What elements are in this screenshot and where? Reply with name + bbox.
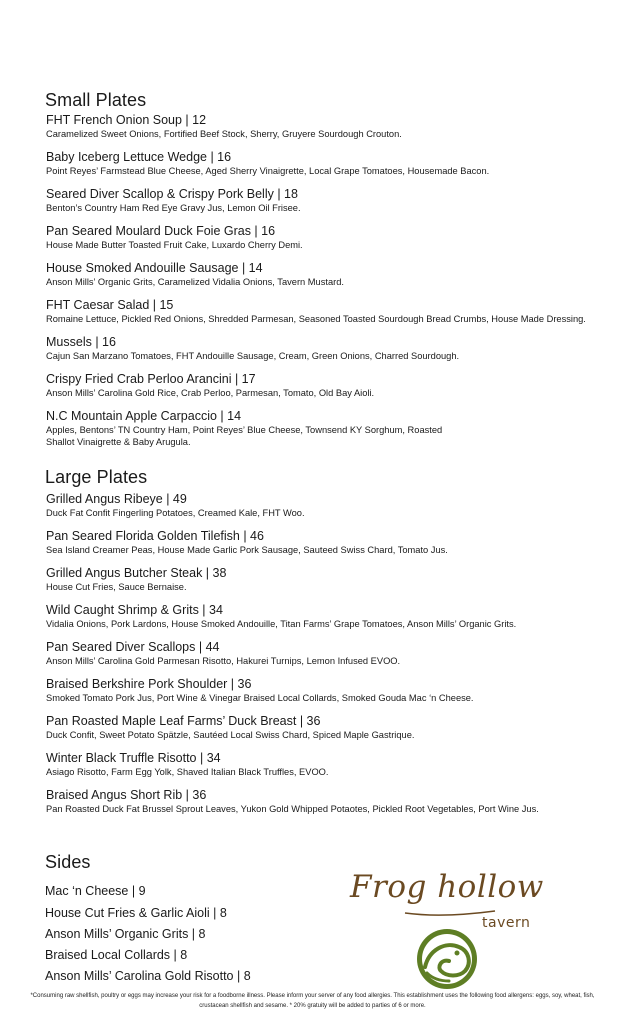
menu-item — [46, 112, 591, 140]
item-name: Winter Black Truffle Risotto | 34 — [46, 751, 221, 765]
item-name: Pan Seared Diver Scallops | 44 — [46, 640, 220, 654]
item-name: Baby Iceberg Lettuce Wedge | 16 — [46, 150, 232, 164]
item-description: Duck Fat Confit Fingerling Potatoes, Creamed Kale, FHT Woo. — [46, 508, 305, 518]
item-name: House Smoked Andouille Sausage | 14 — [46, 261, 263, 275]
menu-item — [46, 408, 446, 448]
item-name: Pan Seared Moulard Duck Foie Gras | 16 — [46, 224, 276, 238]
side-item: Braised Local Collards | 8 — [45, 948, 188, 962]
frog-emblem-icon — [345, 855, 545, 1005]
side-item: Anson Mills’ Carolina Gold Risotto | 8 — [45, 969, 251, 983]
side-item: House Cut Fries & Garlic Aioli | 8 — [45, 906, 227, 920]
menu-item — [46, 713, 591, 741]
item-description: Cajun San Marzano Tomatoes, FHT Andouille Sausage, Cream, Green Onions, Charred Sourdough. — [46, 351, 460, 361]
menu-item — [46, 787, 591, 815]
menu-item — [46, 528, 591, 556]
item-name: FHT French Onion Soup | 12 — [46, 113, 207, 127]
item-name: Braised Berkshire Pork Shoulder | 36 — [46, 677, 252, 691]
item-description: House Cut Fries, Sauce Bernaise. — [46, 582, 187, 592]
item-description: House Made Butter Toasted Fruit Cake, Luxardo Cherry Demi. — [46, 240, 303, 250]
item-name: Wild Caught Shrimp & Grits | 34 — [46, 603, 223, 617]
logo-subtitle: tavern — [482, 915, 531, 931]
item-description: Asiago Risotto, Farm Egg Yolk, Shaved Italian Black Truffles, EVOO. — [46, 767, 329, 777]
menu-item — [46, 260, 591, 288]
item-description: Benton’s Country Ham Red Eye Gravy Jus, Lemon Oil Frisee. — [46, 203, 301, 213]
menu-item — [46, 750, 591, 778]
item-name: Pan Seared Florida Golden Tilefish | 46 — [46, 529, 264, 543]
frog-hollow-logo — [345, 855, 545, 1005]
large-plates-list — [46, 491, 591, 815]
item-description: Pan Roasted Duck Fat Brussel Sprout Leaves, Yukon Gold Whipped Potaotes, Pickled Root Vegetables, Port Wine Jus. — [46, 804, 539, 814]
item-name: Crispy Fried Crab Perloo Arancini | 17 — [46, 372, 256, 386]
item-description: Duck Confit, Sweet Potato Spätzle, Sautéed Local Swiss Chard, Spiced Maple Gastrique. — [46, 730, 415, 740]
item-name: FHT Caesar Salad | 15 — [46, 298, 174, 312]
item-name: Pan Roasted Maple Leaf Farms’ Duck Breast | 36 — [46, 714, 321, 728]
item-name: Seared Diver Scallop & Crispy Pork Belly | 18 — [46, 187, 298, 201]
menu-item — [46, 334, 591, 362]
item-name: Grilled Angus Butcher Steak | 38 — [46, 566, 227, 580]
item-description: Vidalia Onions, Pork Lardons, House Smoked Andouille, Titan Farms’ Grape Tomatoes, Anson Mills’ Organic Grits. — [46, 619, 517, 629]
item-description: Caramelized Sweet Onions, Fortified Beef Stock, Sherry, Gruyere Sourdough Crouton. — [46, 129, 402, 139]
item-description: Sea Island Creamer Peas, House Made Garlic Pork Sausage, Sauteed Swiss Chard, Tomato Jus. — [46, 545, 448, 555]
item-description: Romaine Lettuce, Pickled Red Onions, Shredded Parmesan, Seasoned Toasted Sourdough Bread Crumbs, House Made Dressing. — [46, 314, 586, 324]
item-name: Grilled Angus Ribeye | 49 — [46, 492, 187, 506]
menu-item — [46, 149, 591, 177]
logo-name: Frog hollow — [350, 869, 544, 905]
item-name: Mussels | 16 — [46, 335, 116, 349]
item-name: Braised Angus Short Rib | 36 — [46, 788, 207, 802]
side-item: Anson Mills’ Organic Grits | 8 — [45, 927, 206, 941]
large-plates-heading: Large Plates — [45, 467, 148, 487]
small-plates-list — [46, 112, 591, 448]
item-description: Anson Mills’ Carolina Gold Rice, Crab Perloo, Parmesan, Tomato, Old Bay Aioli. — [46, 388, 375, 398]
item-description: Smoked Tomato Pork Jus, Port Wine & Vinegar Braised Local Collards, Smoked Gouda Mac ‘n Cheese. — [46, 693, 474, 703]
small-plates-heading: Small Plates — [45, 90, 147, 110]
menu-item — [46, 491, 591, 519]
menu-item — [46, 223, 591, 251]
item-description: Apples, Bentons’ TN Country Ham, Point Reyes’ Blue Cheese, Townsend KY Sorghum, Roasted Shallot Vinaigrette & Baby Arugula. — [46, 425, 443, 447]
menu-item — [46, 639, 591, 667]
menu-item — [46, 602, 591, 630]
allergy-footnote: *Consuming raw shellfish, poultry or eggs may increase your risk for a foodborne illness. Please inform your server of any food allergies. This establishment uses the following food allergens: eggs, soy, wheat, fish, crustacean shellfish and sesame. * 20% gratuity will be added to parties of 6 or more. — [30, 993, 595, 1009]
menu-item — [46, 297, 591, 325]
menu-item — [46, 186, 591, 214]
menu-item — [46, 676, 591, 704]
menu-item — [46, 371, 591, 399]
item-description: Anson Mills’ Organic Grits, Caramelized Vidalia Onions, Tavern Mustard. — [46, 277, 344, 287]
sides-heading: Sides — [45, 852, 91, 872]
item-description: Anson Mills’ Carolina Gold Parmesan Risotto, Hakurei Turnips, Lemon Infused EVOO. — [46, 656, 401, 666]
side-item: Mac ‘n Cheese | 9 — [45, 884, 146, 898]
item-name: N.C Mountain Apple Carpaccio | 14 — [46, 409, 242, 423]
item-description: Point Reyes’ Farmstead Blue Cheese, Aged Sherry Vinaigrette, Local Grape Tomatoes, Housemade Bacon. — [46, 166, 490, 176]
menu-item — [46, 565, 591, 593]
